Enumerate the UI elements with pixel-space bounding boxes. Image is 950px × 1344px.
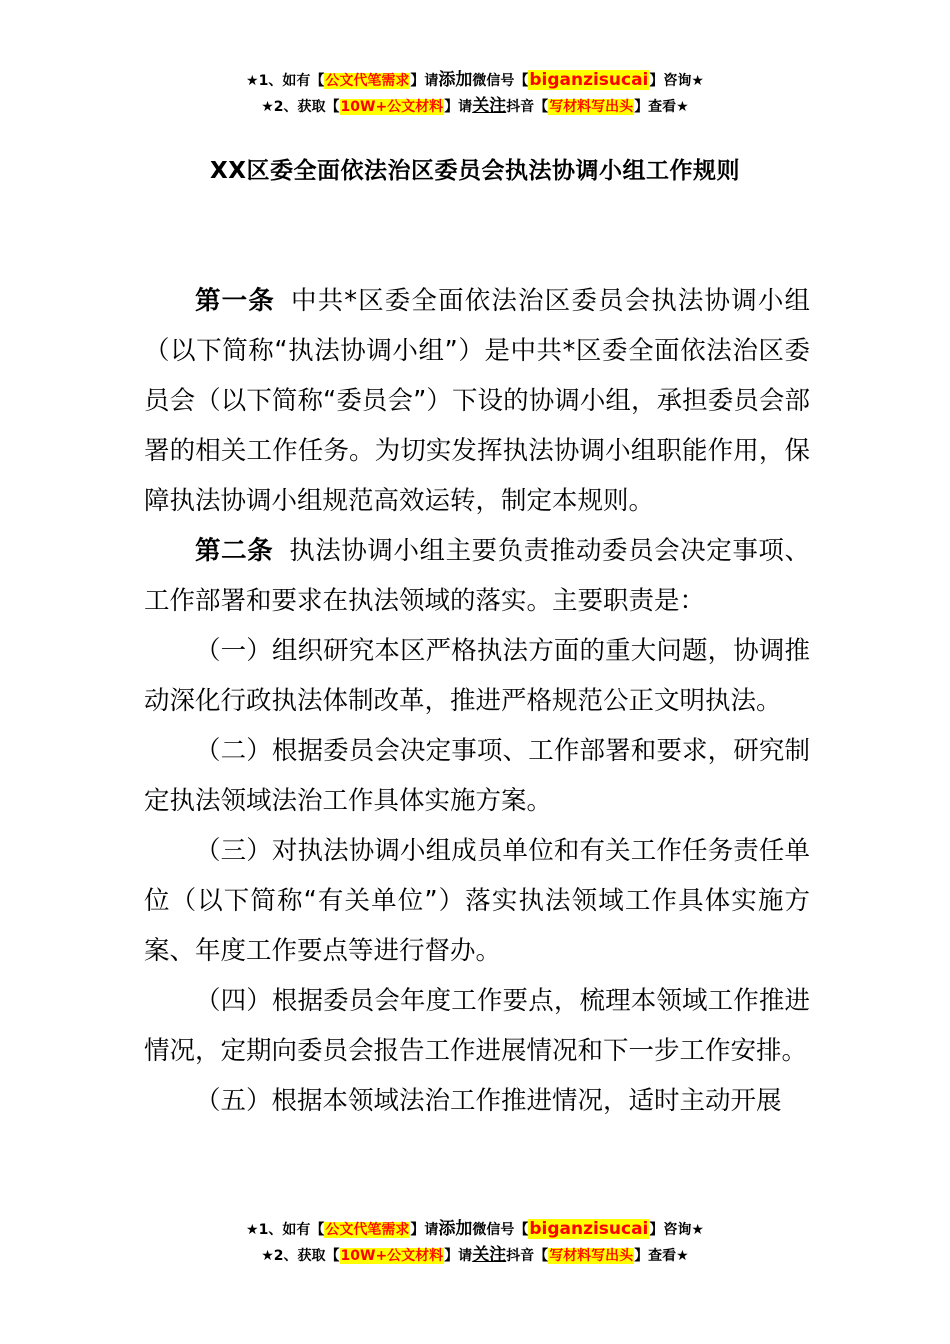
article-text: 执法协调小组主要负责推动委员会决定事项、工作部署和要求在执法领域的落实。主要职责是：	[144, 536, 810, 616]
document-body	[144, 276, 810, 1126]
list-item-paragraph: （三）对执法协调小组成员单位和有关工作任务责任单位（以下简称“有关单位”）落实执法领域工作具体实施方案、年度工作要点等进行督办。	[144, 836, 810, 966]
article-paragraph	[144, 526, 810, 626]
promo-line-2	[0, 94, 950, 120]
promo-banner-top	[0, 68, 950, 120]
promo-text: 微信号【	[472, 1222, 529, 1238]
list-item-paragraph: （五）根据本领域法治工作推进情况，适时主动开展	[195, 1086, 782, 1116]
promo-highlight: 写材料写出头	[549, 99, 634, 115]
promo-text: 微信号【	[472, 73, 529, 89]
promo-text: 】咨询★	[649, 1222, 704, 1238]
promo-text: ★1、如有【	[246, 1222, 325, 1238]
promo-text: 】请	[410, 1222, 439, 1238]
promo-text: 】请	[444, 1248, 473, 1264]
promo-line-2	[0, 1243, 950, 1269]
promo-text: 】请	[410, 73, 439, 89]
promo-emphasis: 关注	[472, 96, 507, 116]
promo-line-1	[0, 68, 950, 94]
promo-emphasis: 添加	[438, 70, 473, 90]
promo-highlight: 公文代笔需求	[325, 73, 410, 89]
promo-highlight: 写材料写出头	[549, 1248, 634, 1264]
article-heading: 第一条	[195, 286, 275, 316]
promo-highlight: 公文代笔需求	[325, 1222, 410, 1238]
promo-line-1	[0, 1217, 950, 1243]
article-text: 中共*区委全面依法治区委员会执法协调小组（以下简称“执法协调小组”）是中共*区委全面依法治区委员会（以下简称“委员会”）下设的协调小组，承担委员会部署的相关工作任务。为切实发挥执法协调小组职能作用，保障执法协调小组规范高效运转，制定本规则。	[144, 286, 810, 516]
promo-banner-bottom	[0, 1217, 950, 1269]
promo-emphasis: 关注	[472, 1245, 507, 1265]
promo-text: ★2、获取【	[261, 1248, 340, 1264]
article-paragraph	[144, 276, 810, 526]
promo-wechat-id: biganzisucai	[529, 1219, 649, 1239]
document-title: XX区委全面依法治区委员会执法协调小组工作规则	[210, 158, 740, 184]
promo-highlight: 10W+公文材料	[340, 1248, 444, 1264]
promo-text: 抖音【	[506, 99, 549, 115]
list-item-paragraph: （四）根据委员会年度工作要点，梳理本领域工作推进情况，定期向委员会报告工作进展情况和下一步工作安排。	[144, 986, 810, 1066]
list-item-paragraph: （一）组织研究本区严格执法方面的重大问题，协调推动深化行政执法体制改革，推进严格规范公正文明执法。	[144, 636, 810, 716]
promo-text: 】查看★	[634, 1248, 689, 1264]
promo-text: 抖音【	[506, 1248, 549, 1264]
promo-wechat-id: biganzisucai	[529, 70, 649, 90]
promo-text: ★1、如有【	[246, 73, 325, 89]
promo-text: 】咨询★	[649, 73, 704, 89]
list-item-paragraph: （二）根据委员会决定事项、工作部署和要求，研究制定执法领域法治工作具体实施方案。	[144, 736, 810, 816]
promo-text: 】请	[444, 99, 473, 115]
promo-highlight: 10W+公文材料	[340, 99, 444, 115]
promo-text: ★2、获取【	[261, 99, 340, 115]
article-heading: 第二条	[195, 536, 274, 566]
promo-emphasis: 添加	[438, 1219, 473, 1239]
promo-text: 】查看★	[634, 99, 689, 115]
